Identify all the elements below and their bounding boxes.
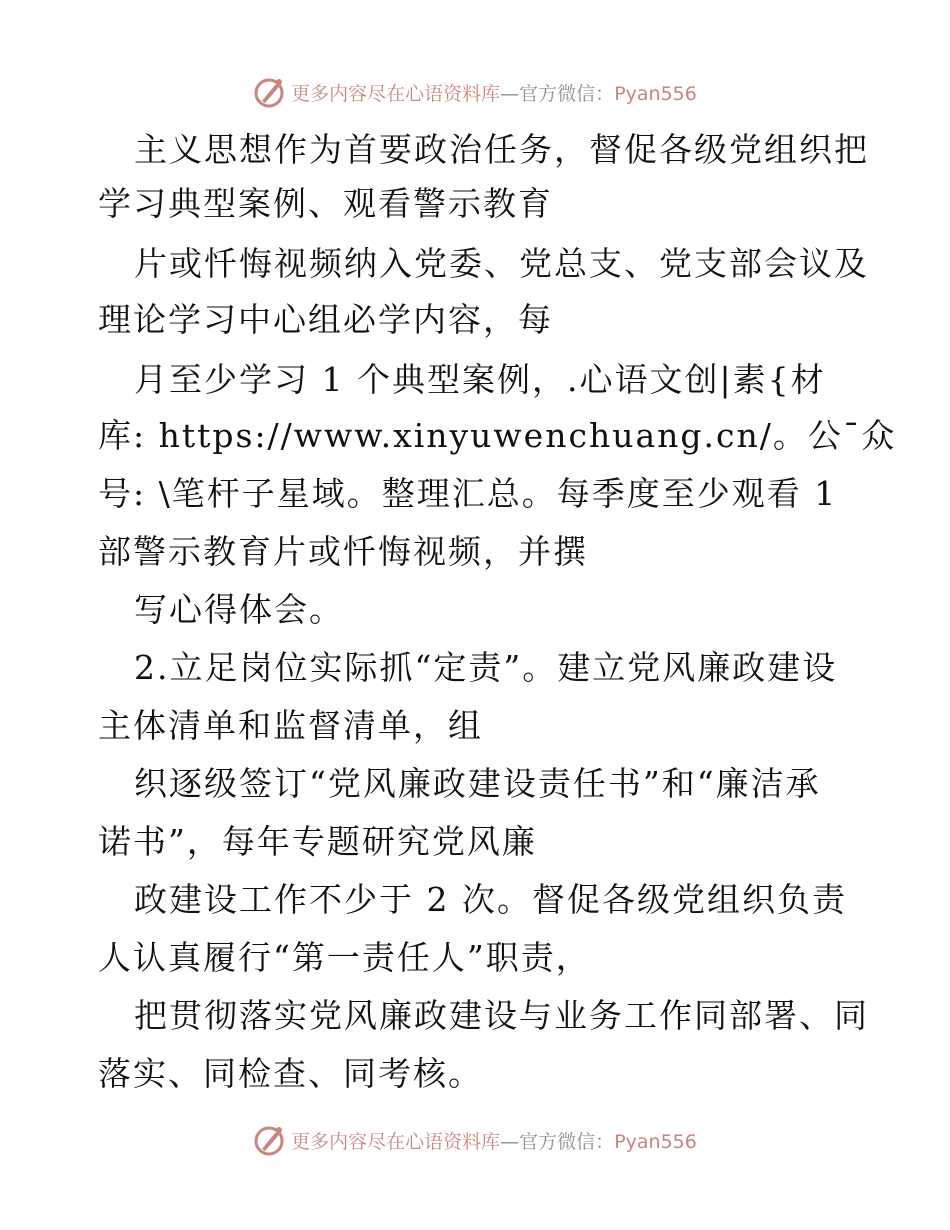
- text-line: 月至少学习 1 个典型案例，.心语文创|素{材: [134, 360, 826, 399]
- text-line: 落实、同检查、同考核。: [98, 1054, 483, 1093]
- text-line: 主义思想作为首要政治任务，督促各级党组织把: [134, 130, 869, 169]
- text-line: 把贯彻落实党风廉政建设与业务工作同部署、同: [134, 996, 869, 1035]
- banner-text: [291, 79, 697, 106]
- banner-text: [291, 1127, 697, 1154]
- banner-separator: —: [500, 1130, 520, 1153]
- text-line: 政建设工作不少于 2 次。督促各级党组织负责: [134, 880, 847, 919]
- banner-wechat-id: Pyan556: [614, 82, 697, 105]
- pen-logo-icon: [253, 1123, 287, 1157]
- pen-logo-icon: [253, 75, 287, 109]
- footer-banner: [0, 1120, 950, 1160]
- text-line: 库: https://www.xinyuwenchuang.cn/。公¯众: [98, 416, 897, 455]
- text-line: 2.立足岗位实际抓“定责”。建立党风廉政建设: [134, 648, 838, 687]
- text-line: 诺书”，每年专题研究党风廉: [98, 822, 537, 861]
- text-line: 片或忏悔视频纳入党委、党总支、党支部会议及: [134, 244, 869, 283]
- text-line: 部警示教育片或忏悔视频，并撰: [98, 532, 588, 571]
- banner-separator: —: [500, 82, 520, 105]
- banner-main-text: 更多内容尽在心语资料库: [291, 82, 501, 105]
- text-line: 主体清单和监督清单，组: [98, 706, 483, 745]
- banner-wechat-label: 官方微信：: [519, 82, 615, 105]
- header-banner: [0, 72, 950, 112]
- text-line: 人认真履行“第一责任人”职责，: [98, 938, 591, 977]
- banner-wechat-label: 官方微信：: [519, 1130, 615, 1153]
- text-line: 学习典型案例、观看警示教育: [98, 184, 553, 223]
- banner-wechat-id: Pyan556: [614, 1130, 697, 1153]
- text-line: 号: \笔杆子星域。整理汇总。每季度至少观看 1: [98, 474, 838, 513]
- text-line: 理论学习中心组必学内容，每: [98, 300, 553, 339]
- text-line: 写心得体会。: [134, 590, 344, 629]
- text-line: 织逐级签订“党风廉政建设责任书”和“廉洁承: [134, 764, 821, 803]
- banner-main-text: 更多内容尽在心语资料库: [291, 1130, 501, 1153]
